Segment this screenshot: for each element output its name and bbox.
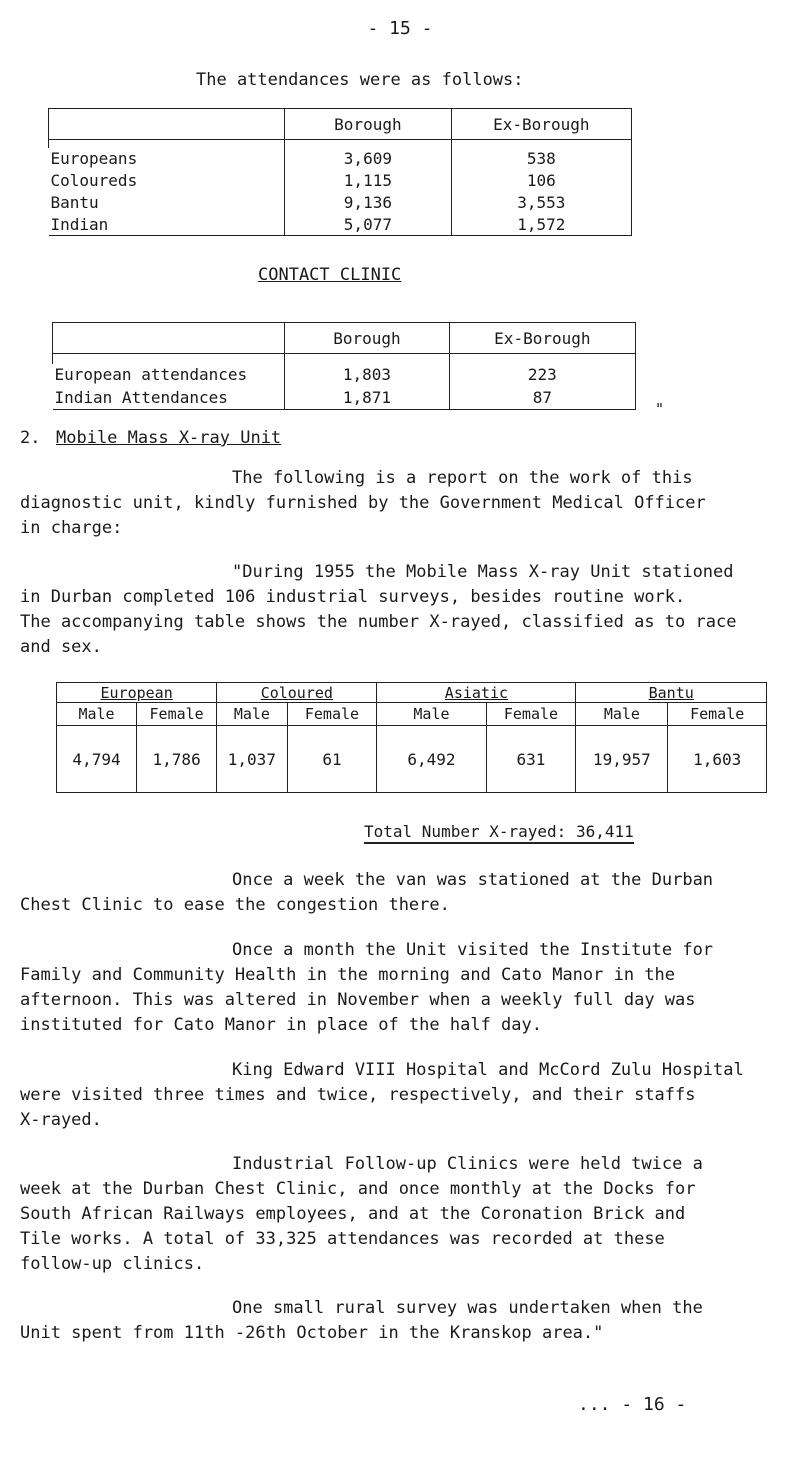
group-bantu: Bantu xyxy=(576,683,767,703)
para3-line: Once a week the van was stationed at the Durban xyxy=(232,870,714,890)
section-number: 2. xyxy=(20,428,41,448)
table-row xyxy=(53,386,636,410)
para4-line: Once a month the Unit visited the Institute for xyxy=(232,940,714,960)
borough-value: 1,115 xyxy=(285,170,451,192)
footer-page-ref: ... - 16 - xyxy=(578,1394,687,1415)
total-label: Total Number X-rayed: xyxy=(364,822,567,841)
ex-borough-value: 3,553 xyxy=(451,192,631,214)
table-row xyxy=(53,364,636,386)
subheader-female: Female xyxy=(486,703,576,726)
para6-line: Industrial Follow-up Clinics were held twice a xyxy=(232,1154,703,1174)
para1-line: in charge: xyxy=(20,518,123,538)
row-label: Bantu xyxy=(50,193,99,212)
value-cell: 19,957 xyxy=(576,726,668,793)
subheader-female: Female xyxy=(137,703,217,726)
row-label: Coloureds xyxy=(50,171,138,190)
value-cell: 1,786 xyxy=(137,726,217,793)
para1-line: diagnostic unit, kindly furnished by the Government Medical Officer xyxy=(20,493,706,513)
para4-line: Family and Community Health in the morning and Cato Manor in the xyxy=(20,965,676,985)
table-row xyxy=(49,214,632,236)
subheader-male: Male xyxy=(576,703,668,726)
para2-line: in Durban completed 106 industrial surveys, besides routine work. xyxy=(20,587,686,607)
page-number: - 15 - xyxy=(367,18,433,39)
para6-line: follow-up clinics. xyxy=(20,1254,205,1274)
value-cell: 4,794 xyxy=(57,726,137,793)
para6-line: week at the Durban Chest Clinic, and once monthly at the Docks for xyxy=(20,1179,696,1199)
para2-line: The accompanying table shows the number X-rayed, classified as to race xyxy=(20,612,737,632)
para1-line: The following is a report on the work of this xyxy=(232,468,693,488)
subheader-female: Female xyxy=(668,703,767,726)
ditto-mark: " xyxy=(655,400,665,418)
para7-line: Unit spent from 11th -26th October in the Kranskop area." xyxy=(20,1323,604,1343)
para6-line: South African Railways employees, and at the Coronation Brick and xyxy=(20,1204,686,1224)
borough-value: 1,803 xyxy=(285,364,449,386)
header-ex-borough: Ex-Borough xyxy=(449,323,635,354)
intro-text: The attendances were as follows: xyxy=(196,70,524,90)
subheader-male: Male xyxy=(377,703,486,726)
para5-line: X-rayed. xyxy=(20,1110,102,1130)
table-row xyxy=(49,170,632,192)
subheader-male: Male xyxy=(217,703,287,726)
para5-line: King Edward VIII Hospital and McCord Zulu Hospital xyxy=(232,1060,744,1080)
contact-clinic-title: CONTACT CLINIC xyxy=(258,265,402,285)
row-label: European attendances xyxy=(54,365,248,384)
borough-value: 3,609 xyxy=(285,148,451,170)
value-cell: 631 xyxy=(486,726,576,793)
value-cell: 61 xyxy=(287,726,377,793)
total-value: 36,411 xyxy=(575,822,634,841)
value-cell: 6,492 xyxy=(377,726,486,793)
header-borough: Borough xyxy=(285,109,451,140)
para4-line: instituted for Cato Manor in place of the half day. xyxy=(20,1015,542,1035)
table-row xyxy=(49,148,632,170)
ex-borough-value: 1,572 xyxy=(451,214,631,236)
para2-line: and sex. xyxy=(20,637,102,657)
row-label: Europeans xyxy=(50,149,138,168)
subheader-female: Female xyxy=(287,703,377,726)
row-label: Indian Attendances xyxy=(53,386,285,410)
para6-line: Tile works. A total of 33,325 attendances was recorded at these xyxy=(20,1229,665,1249)
ex-borough-value: 106 xyxy=(451,170,631,192)
attendances-table xyxy=(48,108,632,236)
value-cell: 1,603 xyxy=(668,726,767,793)
borough-value: 5,077 xyxy=(285,214,451,236)
para2-line: "During 1955 the Mobile Mass X-ray Unit stationed xyxy=(232,562,734,582)
para5-line: were visited three times and twice, respectively, and their staffs xyxy=(20,1085,696,1105)
row-label: Indian xyxy=(49,214,285,236)
value-cell: 1,037 xyxy=(217,726,287,793)
table-row xyxy=(49,192,632,214)
ex-borough-value: 87 xyxy=(449,386,635,410)
group-coloured: Coloured xyxy=(217,683,377,703)
header-ex-borough: Ex-Borough xyxy=(451,109,631,140)
contact-clinic-table xyxy=(52,322,636,410)
para4-line: afternoon. This was altered in November when a weekly full day was xyxy=(20,990,696,1010)
para7-line: One small rural survey was undertaken when the xyxy=(232,1298,703,1318)
borough-value: 1,871 xyxy=(285,386,449,410)
header-borough: Borough xyxy=(285,323,449,354)
para3-line: Chest Clinic to ease the congestion there. xyxy=(20,895,450,915)
group-asiatic: Asiatic xyxy=(377,683,576,703)
borough-value: 9,136 xyxy=(285,192,451,214)
xray-table xyxy=(56,682,767,793)
ex-borough-value: 538 xyxy=(451,148,631,170)
total-row xyxy=(364,822,634,844)
section-heading: Mobile Mass X-ray Unit xyxy=(56,428,282,448)
subheader-male: Male xyxy=(57,703,137,726)
table-row xyxy=(57,726,767,793)
ex-borough-value: 223 xyxy=(449,364,635,386)
group-european: European xyxy=(57,683,217,703)
